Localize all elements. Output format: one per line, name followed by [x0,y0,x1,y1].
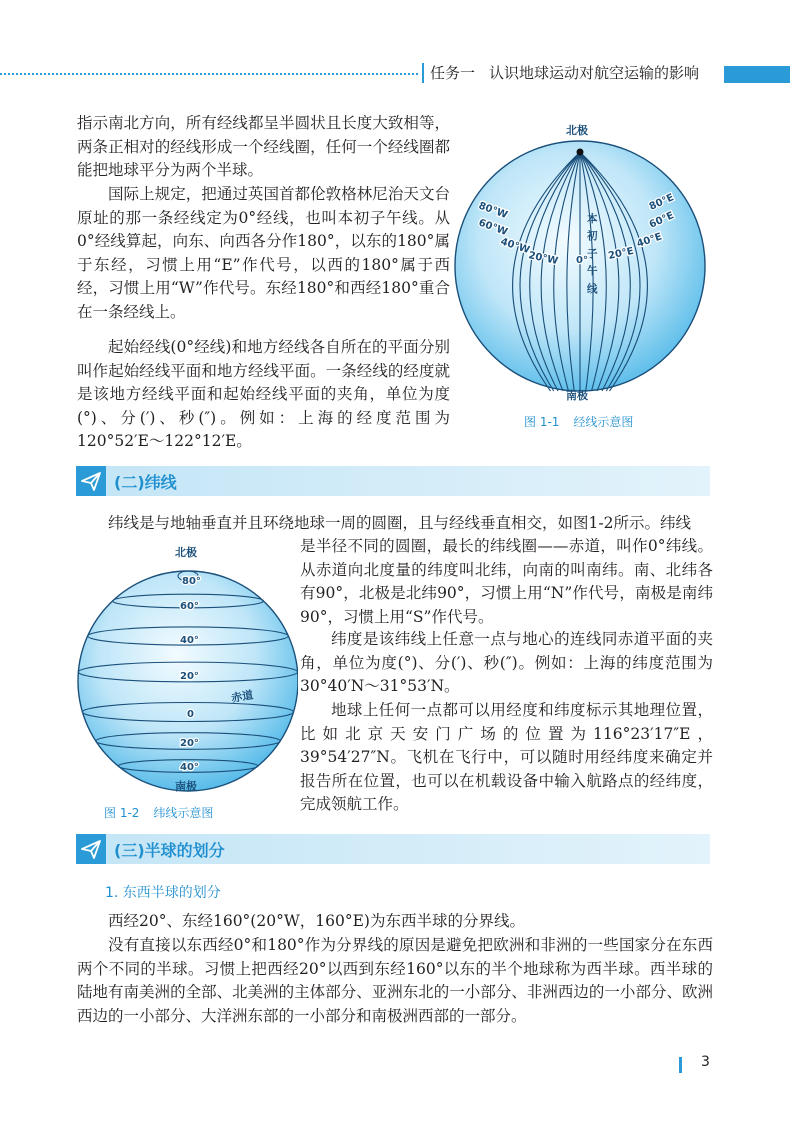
footer-marker [679,1057,682,1073]
lat-label-60: 60° [180,601,199,612]
header-chapter-title: 认识地球运动对航空运输的影响 [489,64,700,82]
paragraph-western-hemisphere: 没有直接以东西经0°和180°作为分界线的原因是避免把欧洲和非洲的一些国家分在东西两个不同的半球。习惯上把西经20°以西到东经160°以东的半个地球称为西半球。西半球的陆地有南美洲的全部、北美洲的主体部分、亚洲东北的一小部分、非洲西边的一小部分、欧洲西边的一小部分、大洋洲东部的一小部分和南极洲西部的一部分。 [77,936,713,1025]
label-0: 0° [576,255,588,266]
running-header [430,62,720,83]
south-pole-label: 南极 [566,389,588,402]
label-40e: 40°E [635,231,664,250]
subsection-heading: 1. 东西半球的划分 [105,885,221,901]
header-rule [0,73,418,75]
section-title: (三)半球的划分 [114,841,225,860]
figure-2-number: 图 1-2 [104,806,140,820]
paper-plane-icon [76,834,106,864]
figure-2-title: 纬线示意图 [153,806,214,820]
figure-1-number: 图 1-1 [524,415,560,429]
header-task: 任务一 [430,64,476,82]
lat-label-40s: 40° [180,762,199,773]
label-80e: 80°E [647,192,676,213]
label-20e: 20°E [607,245,635,262]
lat-label-0: 0 [187,709,194,720]
prime-label-char: 本 [587,213,598,225]
lat-label-80: 80° [182,576,201,587]
prime-label-char: 午 [587,265,598,277]
section-heading-latitude [76,466,710,496]
label-60e: 60°E [647,210,676,231]
label-20w: 20°W [527,250,559,268]
paragraph-longitude: 起始经线(0°经线)和地方经线各自所在的平面分别叫作起始经线平面和地方经线平面。一条经线的经度就是该地方经线平面和起始经线平面的夹角，单位为度(°)、分(′)、秒(″)。例如：上海的经度范围为120°52′E～122°12′E。 [77,338,450,451]
north-pole-label: 北极 [175,546,197,559]
figure-1-caption [524,413,633,430]
equator-label: 赤道 [230,688,255,705]
header-separator [422,63,424,83]
lat-label-20s: 20° [180,738,199,749]
prime-label-char: 线 [587,283,598,295]
meridian-diagram [452,118,722,408]
parallel-diagram [76,542,298,800]
paragraph-latitude-intro: 纬线是与地轴垂直并且环绕地球一周的圆圈，且与经线垂直相交，如图1-2所示。纬线 [108,514,691,532]
header-color-bar [724,66,790,83]
label-60w: 60°W [476,217,509,239]
section-title: (二)纬线 [114,473,177,492]
paragraph-latitude-angle: 纬度是该纬线上任意一点与地心的连线同赤道平面的夹角，单位为度(°)、分(′)、秒(″)。例如：上海的纬度范围为30°40′N～31°53′N。 [300,630,713,696]
lat-label-40: 40° [180,635,199,646]
prime-label-char: 子 [587,248,598,260]
paragraph-hemisphere-boundary: 西经20°、东经160°(20°W，160°E)为东西半球的分界线。 [108,912,525,930]
paragraph-equator: 是半径不同的圆圈，最长的纬线圈——赤道，叫作0°纬线。从赤道向北度量的纬度叫北纬，向南的叫南纬。南、北纬各有90°，北极是北纬90°，习惯上用“N”作代号，南极是南纬90°，习惯上用“S”作代号。 [300,537,713,626]
figure-1-title: 经线示意图 [573,415,634,429]
page-number: 3 [701,1054,710,1070]
lat-label-20n: 20° [180,671,199,682]
section-heading-hemisphere [76,834,710,864]
north-pole-dot [577,149,584,156]
prime-label-char: 初 [587,230,598,242]
paper-plane-icon [76,466,106,496]
south-pole-label: 南极 [175,780,197,793]
paragraph-coordinates: 地球上任何一点都可以用经度和纬度标示其地理位置，比如北京天安门广场的位置为116°23′17″E，39°54′27″N。飞机在飞行中，可以随时用经纬度来确定并报告所在位置，也可以在机载设备中输入航路点的经纬度，完成领航工作。 [300,701,713,814]
paragraph-meridian-intro: 指示南北方向，所有经线都呈半圆状且长度大致相等，两条正相对的经线形成一个经线圈，任何一个经线圈都能把地球平分为两个半球。 [77,114,450,180]
figure-2-caption [104,804,213,821]
label-80w: 80°W [476,200,509,222]
north-pole-label: 北极 [566,124,588,137]
label-40w: 40°W [499,236,531,257]
paragraph-prime-meridian: 国际上规定，把通过英国首都伦敦格林尼治天文台原址的那一条经线定为0°经线，也叫本初子午线。从0°经线算起，向东、向西各分作180°，以东的180°属于东经，习惯上用“E”作代号，以西的180°属于西经，习惯上用“W”作代号。东经180°和西经180°重合在一条经线上。 [77,185,450,321]
